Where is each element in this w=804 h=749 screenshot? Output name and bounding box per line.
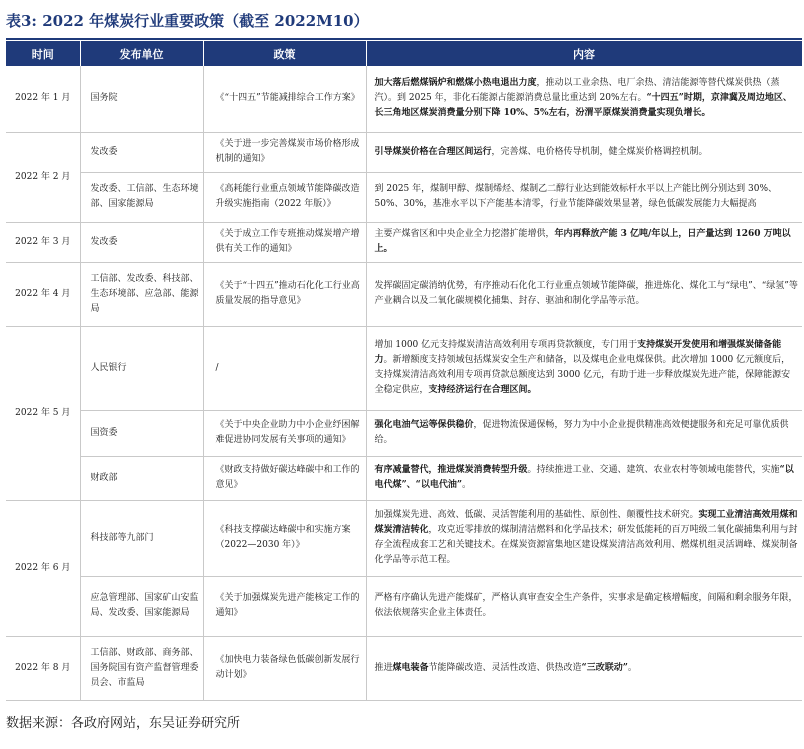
content-cell [366, 410, 802, 456]
unit-cell: 财政部 [80, 456, 203, 500]
unit-cell: 发改委 [80, 222, 203, 262]
content-highlight: 年内再释放产能 3 亿吨/年以上，日产量达到 1260 万吨以上。 [374, 229, 791, 254]
table-row [6, 66, 802, 132]
unit-cell: 人民银行 [80, 326, 203, 410]
policy-cell: 《加快电力装备绿色低碳创新发展行动计划》 [203, 636, 366, 700]
time-cell: 2022 年 2 月 [6, 132, 80, 222]
content-cell [366, 576, 802, 636]
content-cell [366, 636, 802, 700]
content-text: ，推动以工业余热、电厂余热、清洁能源等替代煤炭供热（蒸汽）。到 2025 年，非化石能源占能源消费总量比重达到 20%左右。 [374, 78, 780, 104]
table-row [6, 500, 802, 576]
table-row [6, 132, 802, 172]
table-row [6, 576, 802, 636]
content-text: 发挥碳固定碳消纳优势，有序推动石化化工行业重点领域节能降碳，推进炼化、煤化工与“绿电”、“绿氢”等产业耦合以及二氧化碳规模化捕集、封存、驱油和制化学品等示范。 [374, 281, 798, 306]
content-cell [366, 500, 802, 576]
policy-cell: 《科技支撑碳达峰碳中和实施方案（2022—2030 年）》 [203, 500, 366, 576]
header-time: 时间 [6, 41, 80, 66]
content-highlight: 引导煤炭价格在合理区间运行 [374, 146, 492, 157]
content-text: 严格有序确认先进产能煤矿，严格认真审查安全生产条件，实事求是确定核增幅度，间隔和剩余服务年限，依法依规落实企业主体责任。 [374, 593, 798, 618]
content-highlight: 加大落后燃煤锅炉和燃煤小热电退出力度 [374, 78, 537, 89]
content-text: 加强煤炭先进、高效、低碳、灵活智能利用的基础性、原创性、颠覆性技术研究。 [374, 510, 699, 520]
unit-cell: 工信部、发改委、科技部、生态环境部、应急部、能源局 [80, 262, 203, 326]
table-row [6, 326, 802, 410]
unit-cell: 工信部、财政部、商务部、国务院国有资产监督管理委员会、市监局 [80, 636, 203, 700]
content-highlight: 强化电油气运等保供稳价 [374, 420, 474, 430]
content-text: 。新增额度支持领域包括煤炭安全生产和储备，以及煤电企业电煤保供。此次增加 1000 亿元额度后，支持煤炭清洁高效利用专项再贷款总额度达到 3000 亿元，有助于进一步释放煤炭先进产能，保障能源安全稳定供应， [374, 355, 791, 395]
content-text: 增加 1000 亿元支持煤炭清洁高效利用专项再贷款额度，专门用于 [374, 340, 638, 350]
unit-cell: 国务院 [80, 66, 203, 132]
content-highlight: 有序减量替代，推进煤炭消费转型升级 [374, 465, 528, 475]
policy-cell: 《高耗能行业重点领域节能降碳改造升级实施指南（2022 年版）》 [203, 172, 366, 222]
policy-cell: 《关于中央企业助力中小企业纾困解难促进协同发展有关事项的通知》 [203, 410, 366, 456]
policy-table [6, 41, 803, 701]
unit-cell: 发改委 [80, 132, 203, 172]
table-row [6, 262, 802, 326]
table-row [6, 456, 802, 500]
content-cell [366, 262, 802, 326]
content-text: ，促进物流保通保畅，努力为中小企业提供精准高效便捷服务和充足可靠优质供给。 [374, 420, 789, 445]
unit-cell: 发改委、工信部、生态环境部、国家能源局 [80, 172, 203, 222]
policy-cell: / [203, 326, 366, 410]
content-highlight: 支持经济运行在合理区间。 [428, 385, 537, 395]
content-cell [366, 456, 802, 500]
content-text: 。 [627, 662, 637, 673]
content-cell [366, 172, 802, 222]
header-row [6, 41, 802, 66]
policy-cell: 《财政支持做好碳达峰碳中和工作的意见》 [203, 456, 366, 500]
policy-cell: 《关于“十四五”推动石化化工行业高质量发展的指导意见》 [203, 262, 366, 326]
content-text: ，攻克近零排放的煤制清洁燃料和化学品技术；研发低能耗的百万吨级二氧化碳捕集利用与封存全流程成套工艺和关键技术。在煤炭资源富集地区建设煤炭清洁高效利用、燃煤机组灵活调峰、煤炭制备化学品等示范工程。 [374, 525, 798, 565]
content-highlight: “以电代煤”、“以电代油” [374, 465, 794, 490]
unit-cell: 应急管理部、国家矿山安监局、发改委、国家能源局 [80, 576, 203, 636]
time-cell: 2022 年 8 月 [6, 636, 80, 700]
table-title: 表3: 2022 年煤炭行业重要政策（截至 2022M10） [6, 12, 369, 30]
content-cell [366, 222, 802, 262]
content-highlight: 实现工业清洁高效用煤和煤炭清洁转化 [374, 510, 798, 535]
policy-cell: 《关于加强煤炭先进产能核定工作的通知》 [203, 576, 366, 636]
content-text: 。 [462, 480, 472, 490]
time-cell: 2022 年 3 月 [6, 222, 80, 262]
content-text: 。持续推进工业、交通、建筑、农业农村等领域电能替代，实施 [527, 465, 780, 475]
title-rule [6, 38, 802, 40]
table-row [6, 410, 802, 456]
table-row [6, 222, 802, 262]
table-row [6, 172, 802, 222]
content-text: 到 2025 年，煤制甲醇、煤制烯烃、煤制乙二醇行业达到能效标杆水平以上产能比例分别达到 30%、50%、30%，基准水平以下产能基本清零，行业节能降碳效果显著，绿色低碳发展能力大幅提高 [374, 184, 777, 209]
content-text: 推进 [374, 662, 393, 673]
header-content: 内容 [366, 41, 802, 66]
content-highlight: 煤电装备 [392, 662, 429, 673]
time-cell: 2022 年 4 月 [6, 262, 80, 326]
policy-cell: 《关于成立工作专班推动煤炭增产增供有关工作的通知》 [203, 222, 366, 262]
header-policy: 政策 [203, 41, 366, 66]
content-text: 节能降碳改造、灵活性改造、供热改造 [428, 662, 582, 673]
time-cell: 2022 年 5 月 [6, 326, 80, 500]
policy-cell: 《关于进一步完善煤炭市场价格形成机制的通知》 [203, 132, 366, 172]
table-row [6, 636, 802, 700]
content-highlight: 支持煤炭开发使用和增强煤炭储备能力 [374, 340, 782, 365]
policy-cell: 《“十四五”节能减排综合工作方案》 [203, 66, 366, 132]
content-cell [366, 326, 802, 410]
time-cell: 2022 年 1 月 [6, 66, 80, 132]
content-cell [366, 132, 802, 172]
header-unit: 发布单位 [80, 41, 203, 66]
source-note: 数据来源：各政府网站，东吴证券研究所 [6, 716, 241, 731]
unit-cell: 国资委 [80, 410, 203, 456]
content-text: 主要产煤省区和中央企业全力挖潜扩能增供， [374, 229, 555, 239]
content-highlight: “十四五”时期，京津冀及周边地区、长三角地区煤炭消费量分别下降 10%、5%左右，汾渭平原煤炭消费量实现负增长。 [374, 93, 792, 119]
content-text: ，完善煤、电价格传导机制，健全煤炭价格调控机制。 [491, 146, 708, 157]
content-highlight: “三改联动” [581, 662, 628, 673]
time-cell: 2022 年 6 月 [6, 500, 80, 636]
content-cell [366, 66, 802, 132]
unit-cell: 科技部等九部门 [80, 500, 203, 576]
